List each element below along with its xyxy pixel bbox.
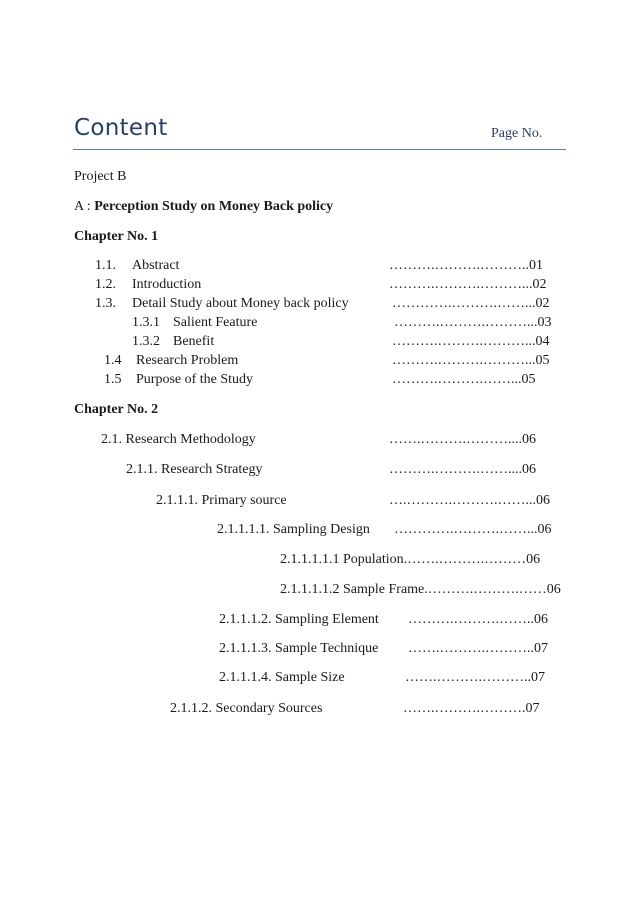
part-a-heading (74, 199, 333, 215)
toc-entry-number: 1.5 (104, 372, 122, 387)
toc-entry-leader: ……….……….………..01 (389, 258, 543, 273)
toc-entry-title: 2.1.1.1.2. Sampling Element (219, 612, 379, 627)
chapter-2-heading: Chapter No. 2 (74, 402, 159, 417)
toc-entry-number: 1.3.1 (132, 315, 160, 330)
toc-entry-leader: ……….……….………...03 (394, 315, 552, 330)
toc-entry-leader: .…….……….………06 (403, 552, 541, 567)
toc-entry-title: 2.1. Research Methodology (101, 432, 256, 447)
page-title: Content (74, 115, 168, 141)
toc-entry-title: Detail Study about Money back policy (132, 296, 349, 311)
toc-entry-leader: …….……….………..07 (405, 670, 545, 685)
toc-entry-leader: ……….……….……....06 (389, 462, 536, 477)
toc-entry-title: 2.1.1.1.4. Sample Size (219, 670, 345, 685)
part-a-title: Perception Study on Money Back policy (94, 199, 334, 214)
toc-entry-number: 1.4 (104, 353, 122, 368)
toc-entry-title-text: 2.1.1.1.1.1 Population (280, 552, 404, 567)
toc-entry-title: 2.1.1.1. Primary source (156, 493, 287, 508)
toc-entry-title: Benefit (173, 334, 215, 349)
toc-entry-title: 2.1.1.1.3. Sample Technique (219, 641, 379, 656)
toc-entry-title: Introduction (132, 277, 202, 292)
toc-entry-leader: …….……….………....06 (389, 432, 536, 447)
toc-entry-title-text: 2.1.1.1.1.2 Sample Frame (280, 582, 425, 597)
title-underline (73, 149, 566, 150)
toc-entry-title (280, 582, 561, 598)
toc-entry-title: Purpose of the Study (136, 372, 254, 387)
toc-entry-number: 1.3.2 (132, 334, 160, 349)
toc-entry-number: 1.3. (95, 296, 116, 311)
toc-entry-leader: ……….……….……...05 (392, 372, 536, 387)
toc-entry-leader: ……….……….………...05 (392, 353, 550, 368)
project-label: Project B (74, 169, 127, 184)
page-number-label: Page No. (491, 126, 543, 141)
toc-entry-number: 1.2. (95, 277, 116, 292)
toc-entry-title: 2.1.1.1.1. Sampling Design (217, 522, 370, 537)
toc-entry-title: Abstract (132, 258, 180, 273)
toc-entry-leader: ……….……….………...04 (392, 334, 550, 349)
toc-entry-title: 2.1.1. Research Strategy (126, 462, 263, 477)
toc-entry-title (280, 552, 540, 568)
toc-entry-leader: ………….……….……...02 (392, 296, 550, 311)
toc-entry-leader: …….……….………..07 (408, 641, 548, 656)
toc-entry-leader: ………….……….……...06 (394, 522, 552, 537)
toc-entry-title: 2.1.1.2. Secondary Sources (170, 701, 323, 716)
toc-entry-title: Salient Feature (173, 315, 258, 330)
toc-entry-leader: .……….……….……06 (424, 582, 561, 597)
toc-entry-leader: ……….……….………...02 (389, 277, 547, 292)
toc-entry-leader: ……….……….……..06 (408, 612, 548, 627)
chapter-1-heading: Chapter No. 1 (74, 229, 159, 244)
toc-entry-leader: …….……….……….07 (403, 701, 540, 716)
toc-entry-title: Research Problem (136, 353, 239, 368)
toc-entry-leader: ….……….……….……...06 (389, 493, 550, 508)
part-a-prefix: A : (74, 199, 95, 214)
toc-entry-number: 1.1. (95, 258, 116, 273)
